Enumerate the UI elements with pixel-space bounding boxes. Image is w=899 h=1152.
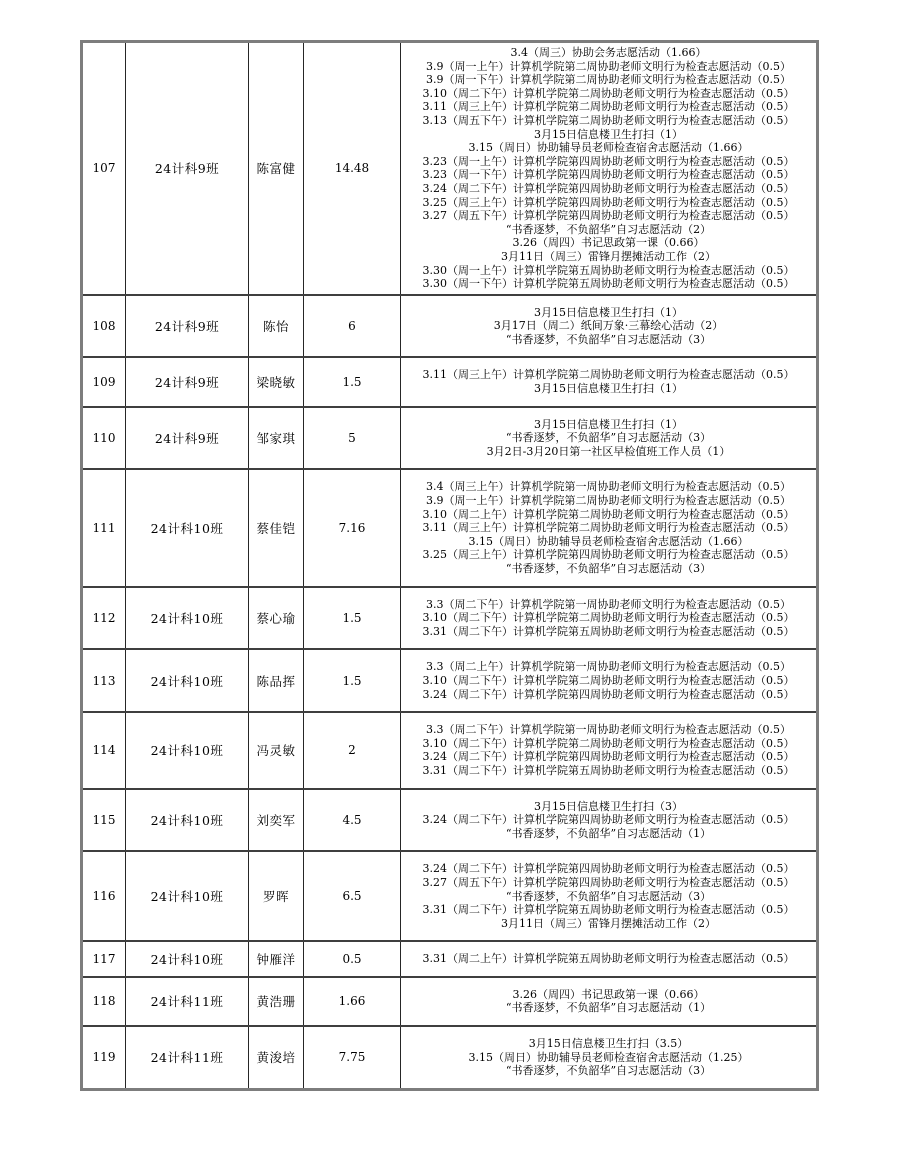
class-cell: 24计科10班 bbox=[126, 712, 249, 788]
activity-line: 3月2日-3月20日第一社区早检值班工作人员（1） bbox=[486, 444, 731, 458]
activity-line: 3.4（周三上午）计算机学院第一周协助老师文明行为检查志愿活动（0.5） bbox=[426, 480, 791, 494]
activity-line: 3.25（周三上午）计算机学院第四周协助老师文明行为检查志愿活动（0.5） bbox=[422, 195, 795, 209]
activity-line: 3月15日信息楼卫生打扫（1） bbox=[534, 127, 683, 141]
table-row bbox=[82, 407, 818, 470]
class-cell: 24计科10班 bbox=[126, 851, 249, 941]
activity-line: 3.10（周二下午）计算机学院第二周协助老师文明行为检查志愿活动（0.5） bbox=[422, 611, 795, 625]
activities-cell bbox=[401, 295, 818, 358]
class-cell: 24计科10班 bbox=[126, 941, 249, 977]
activity-line: 3.24（周二下午）计算机学院第四周协助老师文明行为检查志愿活动（0.5） bbox=[422, 862, 795, 876]
activities-cell bbox=[401, 407, 818, 470]
serial-number-cell: 113 bbox=[82, 649, 126, 712]
total-hours-cell: 6.5 bbox=[304, 851, 401, 941]
table-row bbox=[82, 469, 818, 586]
activity-line: “书香逐梦，不负韶华”自习志愿活动（3） bbox=[505, 332, 712, 346]
serial-number-cell: 110 bbox=[82, 407, 126, 470]
activity-line: 3.27（周五下午）计算机学院第四周协助老师文明行为检查志愿活动（0.5） bbox=[422, 875, 795, 889]
total-hours-cell: 7.75 bbox=[304, 1026, 401, 1089]
class-cell: 24计科10班 bbox=[126, 789, 249, 852]
activities-cell bbox=[401, 789, 818, 852]
student-name-cell: 黄浚培 bbox=[249, 1026, 304, 1089]
activity-line: “书香逐梦，不负韶华”自习志愿活动（3） bbox=[505, 1064, 712, 1078]
activity-line: 3.11（周三上午）计算机学院第二周协助老师文明行为检查志愿活动（0.5） bbox=[422, 100, 795, 114]
activity-line: 3.24（周二下午）计算机学院第四周协助老师文明行为检查志愿活动（0.5） bbox=[422, 181, 795, 195]
activity-line: 3.31（周二上午）计算机学院第五周协助老师文明行为检查志愿活动（0.5） bbox=[422, 952, 795, 966]
student-name-cell: 刘奕军 bbox=[249, 789, 304, 852]
activity-line: 3.13（周五下午）计算机学院第二周协助老师文明行为检查志愿活动（0.5） bbox=[422, 113, 795, 127]
activity-line: 3.10（周二下午）计算机学院第二周协助老师文明行为检查志愿活动（0.5） bbox=[422, 86, 795, 100]
activity-line: 3.30（周一下午）计算机学院第五周协助老师文明行为检查志愿活动（0.5） bbox=[422, 277, 795, 291]
class-cell: 24计科9班 bbox=[126, 357, 249, 406]
activities-cell bbox=[401, 977, 818, 1026]
activities-cell bbox=[401, 1026, 818, 1089]
activity-line: 3.3（周二上午）计算机学院第一周协助老师文明行为检查志愿活动（0.5） bbox=[426, 660, 791, 674]
total-hours-cell: 1.66 bbox=[304, 977, 401, 1026]
activity-line: “书香逐梦，不负韶华”自习志愿活动（3） bbox=[505, 562, 712, 575]
total-hours-cell: 1.5 bbox=[304, 587, 401, 650]
activity-line: 3.3（周二下午）计算机学院第一周协助老师文明行为检查志愿活动（0.5） bbox=[426, 597, 791, 611]
activity-line: 3.27（周五下午）计算机学院第四周协助老师文明行为检查志愿活动（0.5） bbox=[422, 209, 795, 223]
serial-number-cell: 116 bbox=[82, 851, 126, 941]
table-row bbox=[82, 295, 818, 358]
student-name-cell: 陈品挥 bbox=[249, 649, 304, 712]
activity-line: “书香逐梦，不负韶华”自习志愿活动（3） bbox=[505, 889, 712, 903]
student-name-cell: 钟雁洋 bbox=[249, 941, 304, 977]
volunteer-hours-table bbox=[80, 40, 819, 1091]
activity-line: 3.26（周四）书记思政第一课（0.66） bbox=[512, 987, 705, 1001]
serial-number-cell: 107 bbox=[82, 42, 126, 295]
serial-number-cell: 109 bbox=[82, 357, 126, 406]
activity-line: “书香逐梦，不负韶华”自习志愿活动（2） bbox=[505, 222, 712, 236]
activity-line: 3.9（周一下午）计算机学院第二周协助老师文明行为检查志愿活动（0.5） bbox=[426, 73, 791, 87]
activity-line: 3.30（周一上午）计算机学院第五周协助老师文明行为检查志愿活动（0.5） bbox=[422, 263, 795, 277]
activity-line: 3.4（周三）协助会务志愿活动（1.66） bbox=[510, 46, 707, 59]
student-name-cell: 梁晓敏 bbox=[249, 357, 304, 406]
activities-cell bbox=[401, 587, 818, 650]
table-row bbox=[82, 357, 818, 406]
student-name-cell: 蔡佳铠 bbox=[249, 469, 304, 586]
table-body bbox=[82, 42, 818, 1090]
activity-line: 3月15日信息楼卫生打扫（1） bbox=[534, 417, 683, 431]
activities-cell bbox=[401, 712, 818, 788]
class-cell: 24计科9班 bbox=[126, 42, 249, 295]
total-hours-cell: 4.5 bbox=[304, 789, 401, 852]
total-hours-cell: 7.16 bbox=[304, 469, 401, 586]
activity-line: 3.10（周二上午）计算机学院第二周协助老师文明行为检查志愿活动（0.5） bbox=[422, 507, 795, 521]
serial-number-cell: 114 bbox=[82, 712, 126, 788]
table-row bbox=[82, 789, 818, 852]
class-cell: 24计科11班 bbox=[126, 977, 249, 1026]
table-row bbox=[82, 977, 818, 1026]
serial-number-cell: 111 bbox=[82, 469, 126, 586]
serial-number-cell: 115 bbox=[82, 789, 126, 852]
student-name-cell: 蔡心瑜 bbox=[249, 587, 304, 650]
activity-line: 3.9（周一上午）计算机学院第二周协助老师文明行为检查志愿活动（0.5） bbox=[426, 494, 791, 508]
class-cell: 24计科10班 bbox=[126, 587, 249, 650]
activity-line: 3月15日信息楼卫生打扫（3） bbox=[534, 799, 683, 813]
activities-cell bbox=[401, 42, 818, 295]
serial-number-cell: 119 bbox=[82, 1026, 126, 1089]
activity-line: 3.25（周三上午）计算机学院第四周协助老师文明行为检查志愿活动（0.5） bbox=[422, 548, 795, 562]
activity-line: “书香逐梦，不负韶华”自习志愿活动（1） bbox=[505, 826, 712, 840]
total-hours-cell: 1.5 bbox=[304, 649, 401, 712]
serial-number-cell: 117 bbox=[82, 941, 126, 977]
student-name-cell: 黄浩珊 bbox=[249, 977, 304, 1026]
total-hours-cell: 1.5 bbox=[304, 357, 401, 406]
table-row bbox=[82, 42, 818, 295]
serial-number-cell: 112 bbox=[82, 587, 126, 650]
activity-line: 3.10（周二下午）计算机学院第二周协助老师文明行为检查志愿活动（0.5） bbox=[422, 673, 795, 687]
activity-line: 3.10（周二下午）计算机学院第二周协助老师文明行为检查志愿活动（0.5） bbox=[422, 736, 795, 750]
serial-number-cell: 108 bbox=[82, 295, 126, 358]
total-hours-cell: 5 bbox=[304, 407, 401, 470]
activity-line: “书香逐梦，不负韶华”自习志愿活动（1） bbox=[505, 1001, 712, 1015]
activities-cell bbox=[401, 941, 818, 977]
student-name-cell: 冯灵敏 bbox=[249, 712, 304, 788]
activity-line: 3月17日（周二）纸间万象·三幕绘心活动（2） bbox=[493, 319, 724, 333]
activity-line: 3.26（周四）书记思政第一课（0.66） bbox=[512, 236, 705, 250]
activity-line: 3.23（周一上午）计算机学院第四周协助老师文明行为检查志愿活动（0.5） bbox=[422, 154, 795, 168]
activity-line: 3月15日信息楼卫生打扫（1） bbox=[534, 382, 683, 396]
student-name-cell: 陈富健 bbox=[249, 42, 304, 295]
activity-line: “书香逐梦，不负韶华”自习志愿活动（3） bbox=[505, 431, 712, 445]
activities-cell bbox=[401, 469, 818, 586]
table-row bbox=[82, 712, 818, 788]
table-row bbox=[82, 649, 818, 712]
activity-line: 3.31（周二下午）计算机学院第五周协助老师文明行为检查志愿活动（0.5） bbox=[422, 763, 795, 777]
activity-line: 3月11日（周三）雷锋月摆摊活动工作（2） bbox=[501, 249, 716, 263]
activity-line: 3.15（周日）协助辅导员老师检查宿舍志愿活动（1.25） bbox=[468, 1050, 749, 1064]
activity-line: 3.31（周二下午）计算机学院第五周协助老师文明行为检查志愿活动（0.5） bbox=[422, 903, 795, 917]
table-row bbox=[82, 1026, 818, 1089]
student-name-cell: 陈怡 bbox=[249, 295, 304, 358]
table-row bbox=[82, 941, 818, 977]
activity-line: 3.24（周二下午）计算机学院第四周协助老师文明行为检查志愿活动（0.5） bbox=[422, 750, 795, 764]
activity-line: 3.3（周二下午）计算机学院第一周协助老师文明行为检查志愿活动（0.5） bbox=[426, 723, 791, 737]
table-row bbox=[82, 851, 818, 941]
table-row bbox=[82, 587, 818, 650]
activities-cell bbox=[401, 649, 818, 712]
class-cell: 24计科11班 bbox=[126, 1026, 249, 1089]
total-hours-cell: 6 bbox=[304, 295, 401, 358]
activity-line: 3.24（周二下午）计算机学院第四周协助老师文明行为检查志愿活动（0.5） bbox=[422, 813, 795, 827]
student-name-cell: 罗晖 bbox=[249, 851, 304, 941]
activity-line: 3.24（周二下午）计算机学院第四周协助老师文明行为检查志愿活动（0.5） bbox=[422, 687, 795, 701]
class-cell: 24计科9班 bbox=[126, 407, 249, 470]
activity-line: 3.9（周一上午）计算机学院第二周协助老师文明行为检查志愿活动（0.5） bbox=[426, 59, 791, 73]
activity-line: 3月11日（周三）雷锋月摆摊活动工作（2） bbox=[501, 916, 716, 930]
activity-line: 3.23（周一下午）计算机学院第四周协助老师文明行为检查志愿活动（0.5） bbox=[422, 168, 795, 182]
activity-line: 3.11（周三上午）计算机学院第二周协助老师文明行为检查志愿活动（0.5） bbox=[422, 368, 795, 382]
activity-line: 3.31（周二下午）计算机学院第五周协助老师文明行为检查志愿活动（0.5） bbox=[422, 624, 795, 638]
total-hours-cell: 14.48 bbox=[304, 42, 401, 295]
total-hours-cell: 0.5 bbox=[304, 941, 401, 977]
activities-cell bbox=[401, 851, 818, 941]
class-cell: 24计科10班 bbox=[126, 469, 249, 586]
class-cell: 24计科9班 bbox=[126, 295, 249, 358]
activity-line: 3月15日信息楼卫生打扫（1） bbox=[534, 305, 683, 319]
student-name-cell: 邹家琪 bbox=[249, 407, 304, 470]
serial-number-cell: 118 bbox=[82, 977, 126, 1026]
activity-line: 3.15（周日）协助辅导员老师检查宿舍志愿活动（1.66） bbox=[468, 141, 749, 155]
activities-cell bbox=[401, 357, 818, 406]
activity-line: 3.11（周三上午）计算机学院第二周协助老师文明行为检查志愿活动（0.5） bbox=[422, 521, 795, 535]
activity-line: 3.15（周日）协助辅导员老师检查宿舍志愿活动（1.66） bbox=[468, 534, 749, 548]
total-hours-cell: 2 bbox=[304, 712, 401, 788]
class-cell: 24计科10班 bbox=[126, 649, 249, 712]
activity-line: 3月15日信息楼卫生打扫（3.5） bbox=[528, 1037, 689, 1051]
